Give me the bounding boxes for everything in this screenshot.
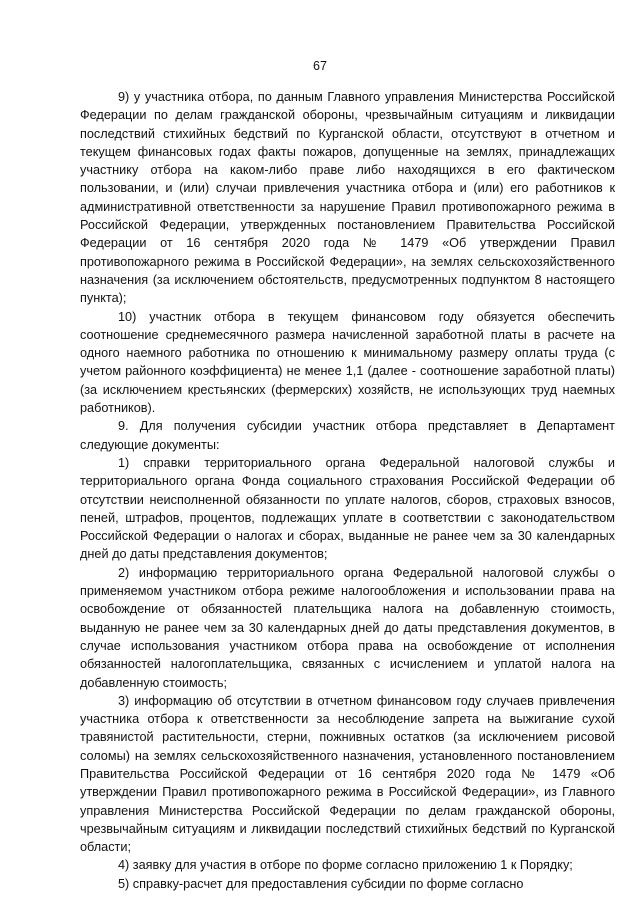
- paragraph-item-10: 10) участник отбора в текущем финансовом году обязуется обеспечить соотношение среднемесячного размера начисленной заработной платы в расчете на одного наемного работника по отношению к минимальному размеру оплаты труда (с учетом районного коэффициента) не менее 1,1 (далее - соотношение заработной платы) (за исключением крестьянских (фермерских) хозяйств, не использующих труд наемных работников).: [80, 309, 615, 416]
- paragraph-doc-4: 4) заявку для участия в отборе по форме согласно приложению 1 к Порядку;: [118, 858, 573, 873]
- page-number: 67: [313, 59, 327, 73]
- paragraph-doc-1: 1) справки территориального органа Федеральной налоговой службы и территориального органа Фонда социального страхования Российской Федерации об отсутствии неисполненной обязанности по уплате налогов, сборов, страховых взносов, пеней, штрафов, процентов, подлежащих уплате в соответствии с законодательством Российской Федерации о налогах и сборах, выданные не ранее чем за 30 календарных дней до даты представления документов;: [80, 455, 615, 562]
- paragraph-section-9: 9. Для получения субсидии участник отбора представляет в Департамент следующие документы:: [80, 419, 615, 452]
- paragraph-doc-5: 5) справку-расчет для предоставления субсидии по форме согласно: [118, 876, 524, 891]
- document-body: [80, 88, 615, 893]
- paragraph-item-9: 9) у участника отбора, по данным Главного управления Министерства Российской Федерации по делам гражданской обороны, чрезвычайным ситуациям и ликвидации последствий стихийных бедствий по Курганской области, отсутствуют в отчетном и текущем финансовых годах факты пожаров, допущенные на землях, принадлежащих участнику отбора на каком-либо праве либо находящихся в его фактическом пользовании, и (или) случаи привлечения участника отбора и (или) его работников к административной ответственности за нарушение Правил противопожарного режима в Российской Федерации, утвержденных постановлением Правительства Российской Федерации от 16 сентября 2020 года № 1479 «Об утверждении Правил противопожарного режима в Российской Федерации», на землях сельскохозяйственного назначения (за исключением обстоятельств, предусмотренных подпунктом 8 настоящего пункта);: [80, 90, 615, 306]
- paragraph-doc-3: 3) информацию об отсутствии в отчетном финансовом году случаев привлечения участника отбора к ответственности за несоблюдение запрета на выжигание сухой травянистой растительности, стерни, пожнивных остатков (за исключением рисовой соломы) на землях сельскохозяйственного назначения, установленного постановлением Правительства Российской Федерации от 16 сентября 2020 года № 1479 «Об утверждении Правил противопожарного режима в Российской Федерации», из Главного управления Министерства Российской Федерации по делам гражданской обороны, чрезвычайным ситуациям и ликвидации последствий стихийных бедствий по Курганской области;: [80, 693, 615, 855]
- paragraph-doc-2: 2) информацию территориального органа Федеральной налоговой службы о применяемом участником отбора режиме налогообложения и использовании права на освобождение от обязанностей плательщика налога на добавленную стоимость, выданную не ранее чем за 30 календарных дней до даты представления документов, в случае использования участником отбора права на освобождение от исполнения обязанностей налогоплательщика, связанных с исчислением и уплатой налога на добавленную стоимость;: [80, 565, 615, 690]
